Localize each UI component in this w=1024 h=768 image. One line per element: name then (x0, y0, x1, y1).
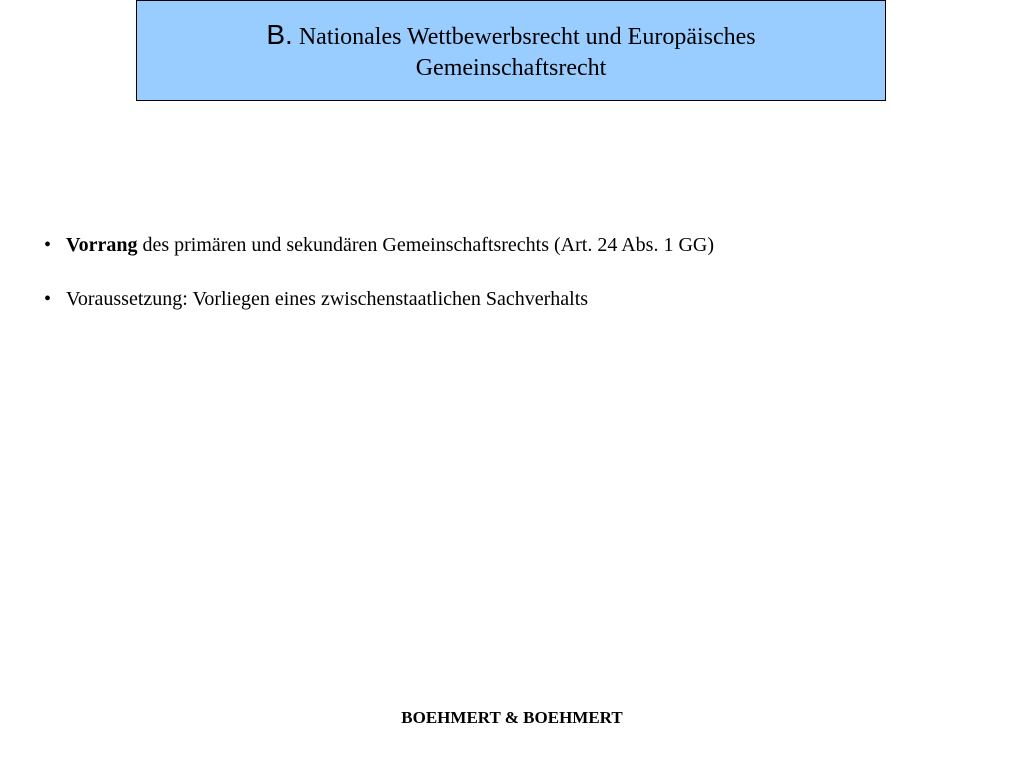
bullet-bold-term: Vorrang (66, 234, 138, 256)
slide-title-box (136, 0, 886, 101)
slide-title-line-2: Gemeinschaftsrecht (415, 55, 607, 81)
bullet-list (44, 229, 1004, 315)
slide-title-text: Nationales Wettbewerbsrecht und Europäisches (298, 24, 756, 50)
bullet-text (66, 283, 588, 315)
slide-title-line-1 (137, 19, 885, 53)
bullet-text (66, 229, 714, 261)
section-letter: B. (266, 19, 293, 50)
bullet-body-text: Voraussetzung: Vorliegen eines zwischenstaatlichen Sachverhalts (66, 288, 589, 310)
bullet-item (44, 283, 1004, 315)
bullet-marker: • (44, 288, 52, 310)
bullet-marker: • (44, 234, 52, 256)
bullet-body-text: des primären und sekundären Gemeinschaftsrechts (Art. 24 Abs. 1 GG) (137, 234, 714, 256)
bullet-item (44, 229, 1004, 261)
footer-company-name: BOEHMERT & BOEHMERT (401, 708, 623, 727)
